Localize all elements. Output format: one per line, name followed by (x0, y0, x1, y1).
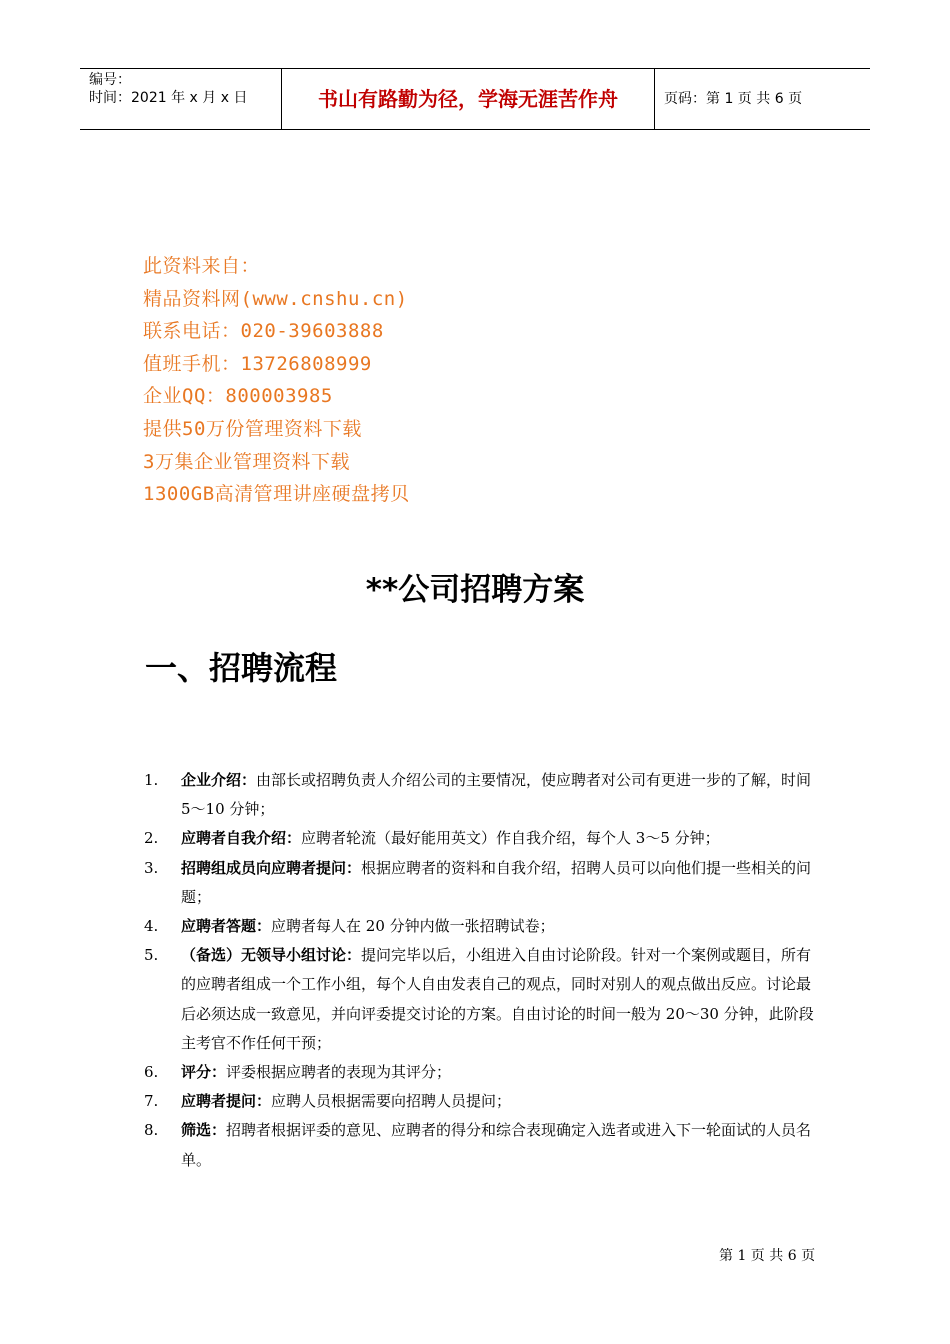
item-term: （备选）无领导小组讨论： (181, 946, 362, 965)
list-item (140, 766, 815, 824)
promo-line: 提供50万份管理资料下载 (143, 417, 362, 440)
item-number: 7. (144, 1092, 159, 1111)
list-item (140, 824, 815, 853)
item-text: 评委根据应聘者的表现为其评分； (226, 1063, 452, 1082)
promo-line: 1300GB高清管理讲座硬盘拷贝 (143, 483, 410, 506)
section-heading: 一、招聘流程 (145, 649, 338, 687)
list-item (140, 854, 815, 912)
item-number: 4. (144, 917, 159, 936)
promo-line: 企业QQ：800003985 (143, 385, 333, 408)
list-item (140, 1087, 815, 1116)
promo-line: 值班手机：13726808999 (143, 352, 372, 375)
process-list (140, 766, 815, 1175)
item-term: 筛选： (181, 1121, 227, 1140)
promo-block (143, 250, 410, 511)
header-motto: 书山有路勤为径，学海无涯苦作舟 (282, 69, 655, 129)
list-item (140, 1116, 815, 1174)
item-number: 2. (144, 829, 159, 848)
item-text: 应聘者轮流（最好能用英文）作自我介绍，每个人 3～5 分钟； (301, 829, 720, 848)
item-text: 应聘者每人在 20 分钟内做一张招聘试卷； (271, 917, 555, 936)
item-term: 招聘组成员向应聘者提问： (181, 858, 362, 877)
header-meta (80, 69, 282, 129)
item-number: 5. (144, 946, 159, 965)
list-item (140, 912, 815, 941)
list-item (140, 941, 815, 1058)
item-number: 8. (144, 1121, 159, 1140)
item-number: 1. (144, 771, 159, 789)
item-text: 提问完毕以后，小组进入自由讨论阶段。针对一个案例或题目，所有的应聘者组成一个工作小组，每个人自由发表自己的观点，同时对别人的观点做出反应。讨论最后必须达成一致意见，并向评委提交讨论的方案。自由讨论的时间一般为 20～30 分钟，此阶段主考官不作任何干预； (181, 946, 814, 1052)
list-item (140, 1058, 815, 1087)
promo-line: 3万集企业管理资料下载 (143, 450, 350, 473)
item-text: 应聘人员根据需要向招聘人员提问； (271, 1092, 512, 1111)
item-text: 根据应聘者的资料和自我介绍，招聘人员可以向他们提一些相关的问题； (181, 858, 812, 906)
page-header (80, 68, 870, 130)
promo-line: 联系电话：020-39603888 (143, 320, 384, 343)
item-number: 6. (144, 1063, 159, 1082)
item-term: 应聘者自我介绍： (181, 829, 302, 848)
promo-line: 精品资料网(www.cnshu.cn) (143, 287, 408, 310)
document-title: **公司招聘方案 (365, 572, 585, 608)
item-term: 企业介绍： (181, 771, 257, 789)
item-term: 应聘者提问： (181, 1092, 272, 1111)
header-number-label: 编号： (89, 72, 131, 88)
header-page-info: 页码：第 1 页 共 6 页 (664, 91, 803, 107)
footer-page-info: 第 1 页 共 6 页 (719, 1248, 816, 1264)
item-number: 3. (144, 858, 159, 877)
item-text: 由部长或招聘负责人介绍公司的主要情况，使应聘者对公司有更进一步的了解，时间 5～10 分钟； (181, 771, 812, 819)
item-term: 评分： (181, 1063, 227, 1082)
header-time-label: 时间：2021 年 x 月 x 日 (89, 90, 248, 106)
promo-line: 此资料来自： (143, 255, 261, 277)
item-text: 招聘者根据评委的意见、应聘者的得分和综合表现确定入选者或进入下一轮面试的人员名单。 (181, 1121, 812, 1169)
item-term: 应聘者答题： (181, 917, 272, 936)
